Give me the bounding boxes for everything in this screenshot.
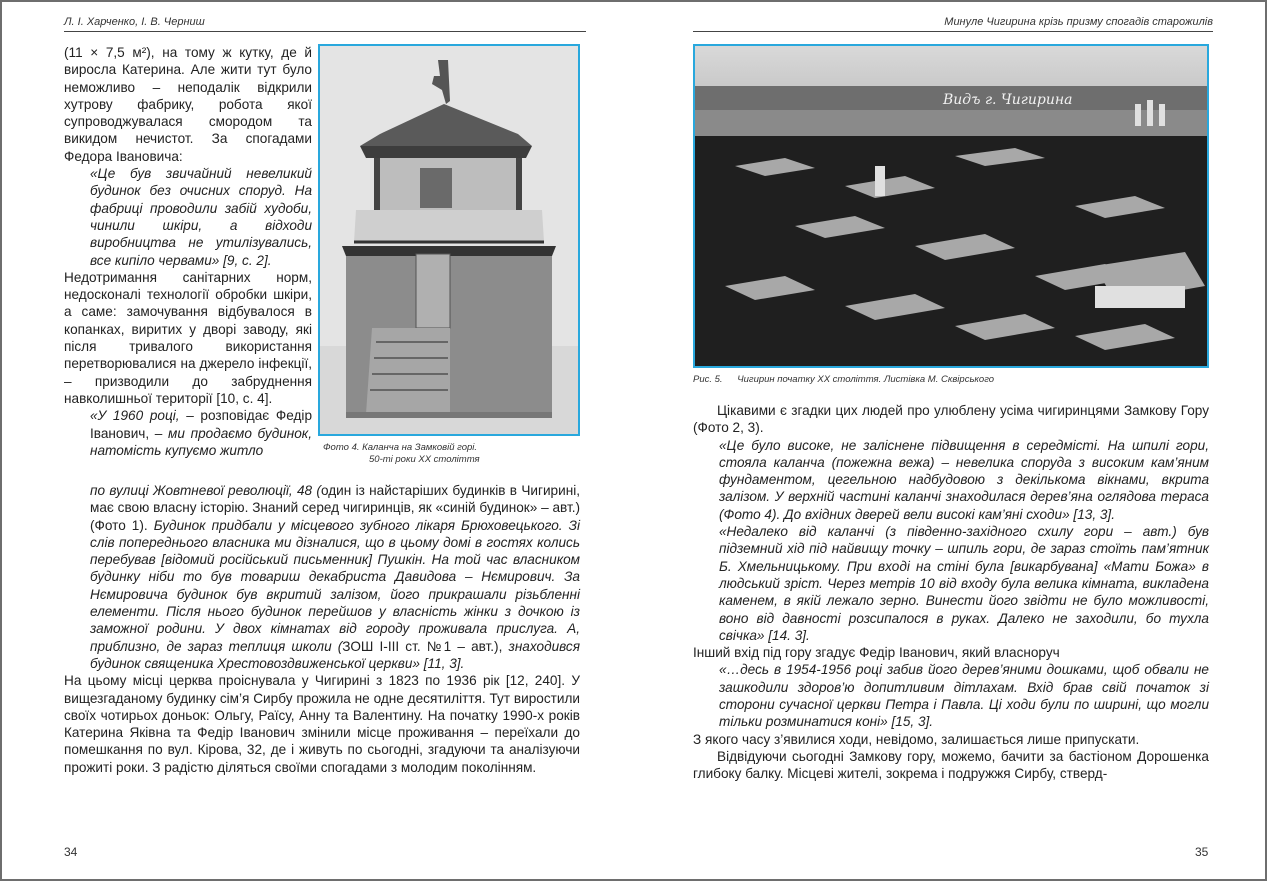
page-number: 35 [1195,845,1209,859]
quote: «Це був звичайний невеликий будинок без очисних споруд. На фабриці проводили забій худоби, чинили шкіри, а відходи виробництва не утилізувались, все кипіло червами» [9, с. 2]. [90,166,312,268]
quote-fragment: по вулиці Жовтневої революції, 48 ( [90,483,321,498]
quote-continued [64,482,580,672]
photo-caption [323,442,480,466]
author-note: один із найстаріших будинків в Чигирині, має свою власну історію. Знаний серед чигиринців, як «синій будинок» – авт.) (Фото 1). [90,483,580,533]
running-head-authors: Л. І. Харченко, І. В. Черниш [64,16,586,32]
paragraph: З якого часу з’явилися ходи, невідомо, залишається лише припускати. [693,731,1140,747]
caption-line: 50-ті роки ХХ століття [369,454,480,465]
quote-attribution: – розповідає Федір Іванович, – [90,408,313,441]
fire-tower-illustration [320,46,578,434]
paragraph: (11 × 7,5 м²), на тому ж кутку, де й виросла Катерина. Але жити тут було неможливо – неподалік відкрили хутрову фабрику, робота якої супроводжувалася смородом та викидом нечистот. За спогадами Федора Івановича: [64,45,312,164]
postcard-inscription: Видъ г. Чигирина [943,92,1073,108]
text-body [693,402,1209,783]
quote-fragment: Будинок придбали у місцевого зубного лікаря Брюховецького. Зі слів попереднього власника ми дізналися, що в цьому домі в гостях колись перебував [відомий російський письменник] Пушкін. На той час власником будинку ніби то був товариш декабриста Давидова – Нємирович. За Нємировича будинок був вкритий залізом, його прикрашали різьбленні елементи. Після нього будинок перейшов у власність жінки з дочкою із заможної родини. У двох кімнатах від городу проживала прислуга. А, приблизно, де зараз теплиця школи ( [90,517,580,654]
text-column-full [64,482,580,776]
quote: «Недалеко від каланчі (з південно-західного схилу гори – авт.) був підземний хід під найвищу точку – шпиль гори, де зараз стоїть пам’ятник Б. Хмельницькому. При вході на стіні була [викарбувана] «Мати Божа» в людський зріст. Через метрів 10 від входу була велика кімната, викладена каменем, в якій лежало зерно. Винести його звідти не було можливості, воно від давності розсипалося в руках. Далеко не заходили, бо тухла свічка» [14. 3]. [719,524,1209,643]
figure-caption-text: Чигирин початку ХХ століття. Листівка М. Сквірського [737,374,995,385]
quote-fragment: ми продаємо будинок, натомість купуємо житло [90,425,312,458]
photo-fire-tower [318,44,580,436]
quote: «Це було високе, не заліснене підвищення в середмісті. На шпилі гори, стояла каланча (пожежна вежа) – невелика споруда з високим кам’яним фундаментом, цегельною надбудовою з декількома вікнами, вкрита залізом. У верхній частині каланчі знаходилася дерев’яна оглядова тераса (Фото 4). До вхідних дверей вели високі кам’яні сходи» [13, 3]. [719,437,1209,522]
caption-line: Фото 4. Каланча на Замковій горі. [323,442,478,453]
figure-caption [693,374,994,386]
author-note: ЗОШ І-ІІІ ст. №1 – авт.), [342,638,509,654]
paragraph: Відвідуючи сьогодні Замкову гору, можемо, бачити за бастіоном Дорошенка глибоку балку. Місцеві жителі, зокрема і подружжя Сирбу, стверд- [693,748,1209,782]
right-page [635,2,1265,879]
quote-fragment: знаходився будинок священика Хрестовоздвиженської церкви» [11, 3]. [90,638,580,671]
panorama-illustration [695,46,1207,366]
paragraph: Цікавими є згадки цих людей про улюблену усіма чигиринцями Замкову Гору (Фото 2, 3). [693,403,1209,436]
quote-intro [64,407,312,459]
running-head-title: Минуле Чигирина крізь призму спогадів старожилів [693,16,1213,32]
text-column-narrow [64,44,312,459]
quote: «…десь в 1954-1956 році забив його дерев’яними дошками, щоб обвали не зашкодили здоров’ю допитливим дітлахам. Вхід брав свій початок зі сторони сучасної церкви Петра і Павла. Ці ходи були по ширині, що могли тільки розминатися коні» [15, 3]. [719,662,1209,730]
paragraph: На цьому місці церква проіснувала у Чигирині з 1823 по 1936 рік [12, 240]. У вищезгаданому будинку сім’я Сирбу прожила не одне десятиліття. Тут виростили своїх чотирьох доньок: Ольгу, Раїсу, Анну та Валентину. На початку 1990-х років Катерина Яківна та Федір Іванович змінили місце проживання – переїхали до помешкання по вул. Кірова, 32, де і живуть по сьогодні, згадуючи та аналізуючи прожиті роки. З радістю діляться своїми спогадами з молодим поколінням. [64,673,580,775]
paragraph: Інший вхід під гору згадує Федір Іванович, який власноруч [693,645,1060,661]
photo-chyhyryn-panorama [693,44,1209,368]
page-number: 34 [64,845,78,859]
paragraph: Недотримання санітарних норм, недосконалі технології обробки шкіри, а саме: замочування відбувалося в копанках, виритих у дворі заводу, які після тривалого використання перетворювалися на джерело інфекції, – призводили до забруднення навколишньої території [10, с. 4]. [64,269,312,406]
left-page [2,2,635,879]
quote-fragment: «У 1960 році, [90,408,180,424]
figure-label: Рис. 5. [693,374,723,385]
